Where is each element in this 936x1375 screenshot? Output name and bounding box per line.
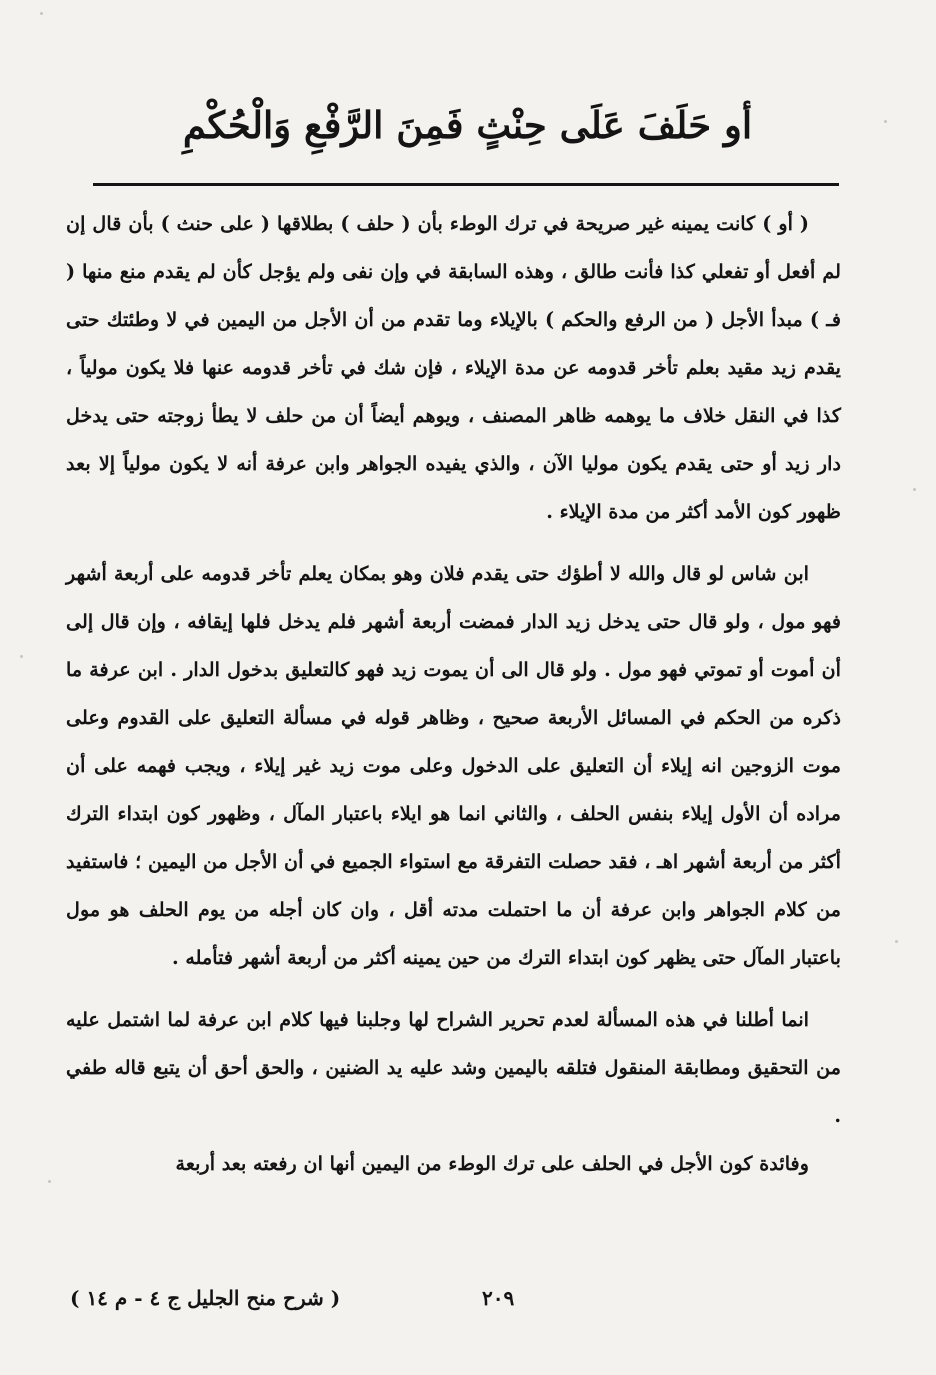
paragraph: انما أطلنا في هذه المسألة لعدم تحرير الشراح لها وجلبنا فيها كلام ابن عرفة لما اشتمل عليه من التحقيق ومطابقة المنقول فتلقه باليمين وشد عليه يد الضنين ، والحق أحق أن يتبع قاله طفي .: [66, 1008, 841, 1127]
paper-speck: [913, 488, 916, 491]
header-rule: [93, 183, 839, 186]
paper-speck: [20, 655, 23, 658]
page-footer: [70, 1286, 840, 1322]
page-number: ٢٠٩: [482, 1286, 515, 1310]
paper-speck: [884, 120, 887, 123]
paragraph: وفائدة كون الأجل في الحلف على ترك الوطء من اليمين أنها ان رفعته بعد أربعة: [175, 1152, 809, 1175]
main-text: [66, 200, 841, 1188]
paragraph: ابن شاس لو قال والله لا أطؤك حتى يقدم فلان وهو بمكان يعلم تأخر قدومه على أربعة أشهر فهو مول ، ولو قال حتى يدخل زيد الدار فمضت أربعة أشهر فلم يدخل فلها إيقافه ، وإن قال إلى أن أموت أو تموتي فهو مول . ولو قال الى أن يموت زيد فهو كالتعليق بدخول الدار . ابن عرفة ما ذكره من الحكم في المسائل الأربعة صحيح ، وظاهر قوله في مسألة التعليق على القدوم وعلى موت الزوجين انه إيلاء أن التعليق على الدخول وعلى موت زيد غير إيلاء ، ويجب فهمه على أن مراده أن الأول إيلاء بنفس الحلف ، والثاني انما هو ايلاء باعتبار المآل ، وظهور كون ابتداء الترك أكثر من أربعة أشهر اهـ ، فقد حصلت التفرقة مع استواء الجميع في أن الأجل من اليمين ؛ فاستفيد من كلام الجواهر وابن عرفة أن ما احتملت مدته أقل ، وان كان أجله من يوم الحلف هو مول باعتبار المآل حتى يظهر كون ابتداء الترك من حين يمينه أكثر من أربعة أشهر فتأمله .: [66, 562, 841, 969]
paper-speck: [48, 1180, 51, 1183]
paper-speck: [40, 12, 43, 15]
paragraph: ( أو ) كانت يمينه غير صريحة في ترك الوطء بأن ( حلف ) بطلاقها ( على حنث ) بأن قال إن لم أفعل أو تفعلي كذا فأنت طالق ، وهذه السابقة في وإن نفى ولم يؤجل كأن لم يقدم منع منها ( فـ ) مبدأ الأجل ( من الرفع والحكم ) بالإيلاء وما تقدم من أن الأجل من اليمين في لا وطئتك حتى يقدم زيد مقيد بعلم تأخر قدومه عن مدة الإيلاء ، فإن شك في تأخر قدومه عنها فلا يكون مولياً ، كذا في النقل خلاف ما يوهمه ظاهر المصنف ، ويوهم أيضاً أن من حلف لا يطأ زوجته حتى يدخل دار زيد أو حتى يقدم يكون موليا الآن ، والذي يفيده الجواهر وابن عرفة أنه لا يكون مولياً إلا بعد ظهور كون الأمد أكثر من مدة الإيلاء .: [66, 212, 841, 523]
page-header-title: أو حَلَفَ عَلَى حِنْثٍ فَمِنَ الرَّفْعِ وَالْحُكْمِ: [182, 103, 753, 147]
book-reference: ( شرح منح الجليل ج ٤ - م ١٤ ): [70, 1286, 341, 1310]
paper-speck: [895, 940, 898, 943]
